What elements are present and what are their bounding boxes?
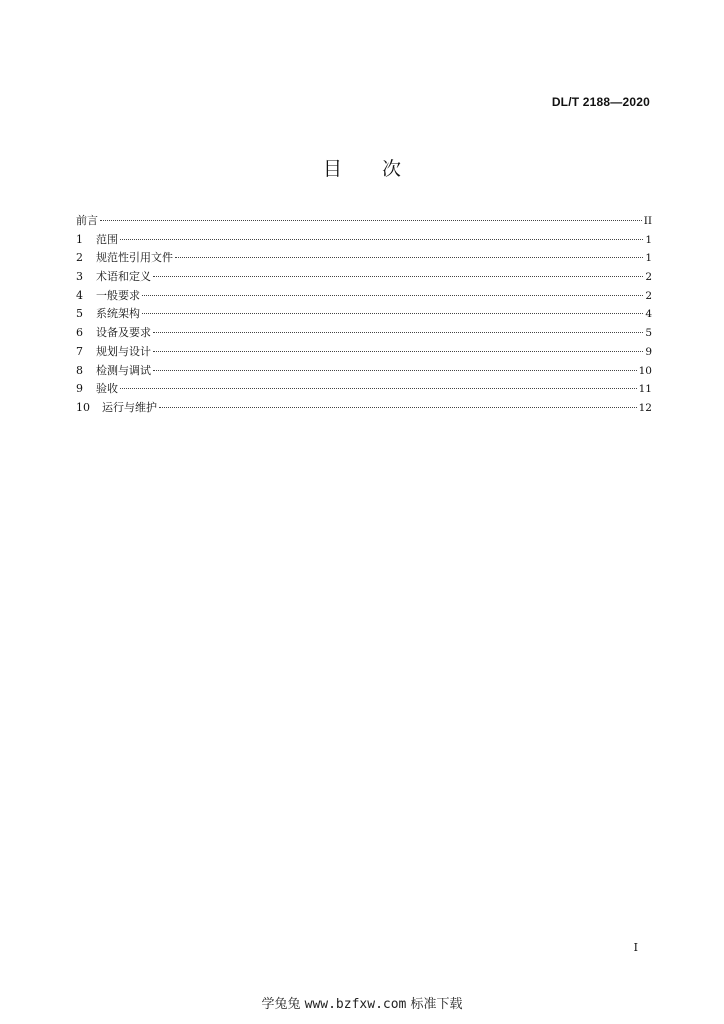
dot-leader xyxy=(120,388,637,389)
toc-entry-label: 运行与维护 xyxy=(102,400,157,414)
toc-entry-6[interactable] xyxy=(76,324,652,343)
table-of-contents xyxy=(76,212,652,418)
toc-entry-5[interactable] xyxy=(76,305,652,324)
toc-entry-label: 规划与设计 xyxy=(96,344,151,358)
dot-leader xyxy=(120,239,643,240)
watermark xyxy=(0,993,724,1012)
toc-entry-number: 3 xyxy=(76,270,83,284)
toc-entry-foreword[interactable] xyxy=(76,212,652,231)
toc-entry-8[interactable] xyxy=(76,362,652,381)
toc-entry-label: 前言 xyxy=(76,214,98,227)
toc-entry-page: 11 xyxy=(638,383,652,396)
toc-entry-page: 4 xyxy=(645,308,652,321)
toc-entry-9[interactable] xyxy=(76,380,652,399)
toc-entry-label: 验收 xyxy=(96,382,118,396)
page-number: I xyxy=(633,941,638,954)
watermark-site-name: 学兔兔 xyxy=(261,997,301,1012)
toc-entry-number: 1 xyxy=(76,232,83,246)
toc-entry-page: 2 xyxy=(645,289,652,302)
toc-entry-label: 规范性引用文件 xyxy=(96,251,173,265)
toc-entry-number: 4 xyxy=(76,288,83,302)
document-code: DL/T 2188—2020 xyxy=(551,95,650,109)
dot-leader xyxy=(153,370,637,371)
toc-entry-label: 范围 xyxy=(96,232,118,246)
toc-entry-label: 设备及要求 xyxy=(96,326,151,340)
dot-leader xyxy=(153,332,643,333)
watermark-url[interactable]: www.bzfxw.com xyxy=(304,997,407,1012)
toc-entry-number: 10 xyxy=(76,400,90,414)
toc-entry-10[interactable] xyxy=(76,399,652,418)
dot-leader xyxy=(142,313,643,314)
toc-entry-4[interactable] xyxy=(76,287,652,306)
toc-entry-page: 5 xyxy=(645,327,652,340)
dot-leader xyxy=(100,220,642,221)
toc-entry-number: 8 xyxy=(76,363,83,377)
toc-entry-page: 10 xyxy=(638,364,652,377)
toc-entry-label: 术语和定义 xyxy=(96,270,151,284)
dot-leader xyxy=(153,351,643,352)
toc-entry-page: 12 xyxy=(638,401,652,414)
toc-entry-number: 2 xyxy=(76,251,83,265)
watermark-tagline: 标准下载 xyxy=(410,997,463,1012)
dot-leader xyxy=(142,295,643,296)
toc-entry-number: 5 xyxy=(76,307,83,321)
page-title: 目次 xyxy=(322,158,441,180)
toc-entry-7[interactable] xyxy=(76,343,652,362)
toc-entry-label: 系统架构 xyxy=(96,307,140,321)
toc-entry-number: 7 xyxy=(76,344,83,358)
toc-entry-3[interactable] xyxy=(76,268,652,287)
toc-entry-page: II xyxy=(643,215,652,227)
toc-entry-label: 检测与调试 xyxy=(96,363,151,377)
toc-entry-1[interactable] xyxy=(76,231,652,250)
toc-entry-number: 9 xyxy=(76,382,83,396)
toc-entry-page: 1 xyxy=(645,233,652,246)
toc-entry-page: 1 xyxy=(645,252,652,265)
dot-leader xyxy=(159,407,637,408)
toc-entry-2[interactable] xyxy=(76,249,652,268)
toc-entry-page: 2 xyxy=(645,271,652,284)
toc-entry-label: 一般要求 xyxy=(96,288,140,302)
dot-leader xyxy=(153,276,643,277)
dot-leader xyxy=(175,257,643,258)
toc-entry-page: 9 xyxy=(645,345,652,358)
toc-entry-number: 6 xyxy=(76,326,83,340)
